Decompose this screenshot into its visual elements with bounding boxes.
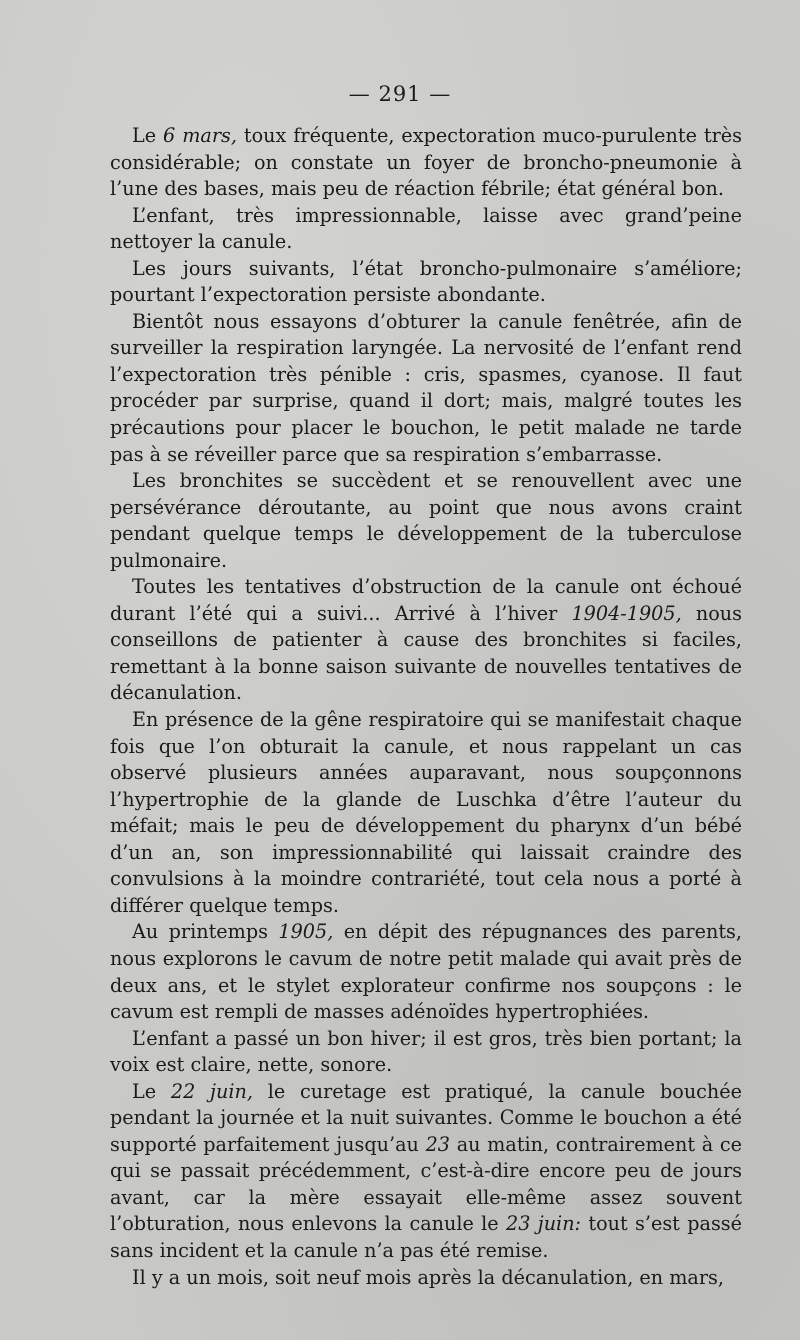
year-1905: 1905, [278,920,334,944]
date-23-juin: 23 juin: [506,1212,582,1236]
paragraph-7: En présence de la gêne respiratoire qui se manifestait chaque fois que l’on obturait la canule, et nous rappelant un cas observé plusieurs années auparavant, nous soupçonnons l’hypertrophie de la glande de Luschka d’être l’auteur du méfait; mais le peu de développement du pharynx d’un bébé d’un an, son impressionnabilité qui laissait craindre des convulsions à la moindre contrariété, tout cela nous a porté à différer quelque temps. [110,708,742,917]
date-22-juin: 22 juin, [170,1079,253,1103]
date-23: 23 [425,1132,450,1156]
paragraph-2: L’enfant, très impressionnable, laisse avec grand’peine nettoyer la canule. [110,203,742,254]
paragraph-1: Le 6 mars, toux fréquente, expectoration muco-purulente très considérable; on constate un foyer de broncho-pneumonie à l’une des bases, mais peu de réaction fébrile; état général bon. [110,124,742,201]
paragraph-5: Les bronchites se succèdent et se renouvellent avec une persévérance déroutante, au point que nous avons craint pendant quelque temps le développement de la tuberculose pulmonaire. [110,469,742,572]
year-1904-1905: 1904-1905, [571,601,682,625]
body-text [110,123,742,1291]
paragraph-9: L’enfant a passé un bon hiver; il est gros, très bien portant; la voix est claire, nette, sonore. [110,1026,742,1077]
paragraph-11: Il y a un mois, soit neuf mois après la décanulation, en mars, [132,1265,724,1289]
page-number: — 291 — [348,82,452,106]
paragraph-4: Bientôt nous essayons d’obturer la canule fenêtrée, afin de surveiller la respiration laryngée. La nervosité de l’enfant rend l’expectoration très pénible : cris, spasmes, cyanose. Il faut procéder par surprise, quand il dort; mais, malgré toutes les précautions pour placer le bouchon, le petit malade ne tarde pas à se réveiller parce que sa respiration s’embarrasse. [110,309,742,466]
paragraph-10: Le 22 juin, le curetage est pratiqué, la canule bouchée pendant la journée et la nuit suivantes. Comme le bouchon a été supporté parfaitement jusqu’au 23 au matin, contrairement à ce qui se passait précédemment, c’est-à-dire encore peu de jours avant, car la mère essayait elle-même assez souvent l’obturation, nous enlevons la canule le 23 juin: tout s’est passé sans incident et la canule n’a pas été remise. [110,1079,743,1262]
date-6-mars: 6 mars, [163,124,237,147]
paragraph-8: Au printemps 1905, en dépit des répugnances des parents, nous explorons le cavum de notre petit malade qui avait près de deux ans, et le stylet explorateur confirme nos soupçons : le cavum est rempli de masses adénoïdes hypertrophiées. [110,920,742,1024]
paragraph-3: Les jours suivants, l’état broncho-pulmonaire s’améliore; pourtant l’expectoration persiste abondante. [110,256,742,307]
paragraph-6: Toutes les tentatives d’obstruction de la canule ont échoué durant l’été qui a suivi... Arrivé à l’hiver 1904-1905, nous conseillons de patienter à cause des bronchites si faciles, remettant à la bonne saison suivante de nouvelles tentatives de décanulation. [110,575,742,705]
